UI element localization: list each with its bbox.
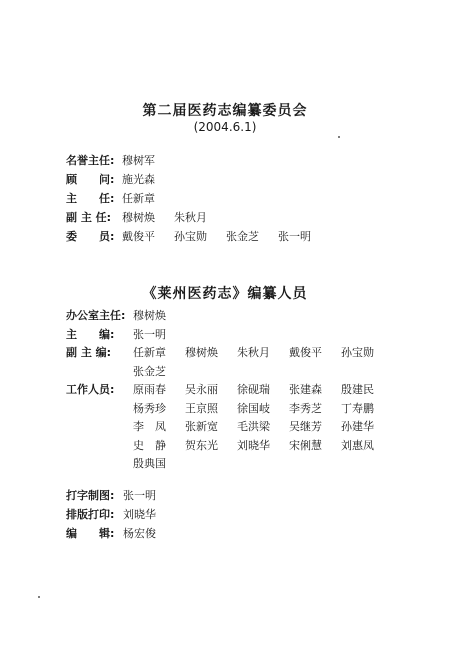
person-name: 张金芝	[226, 230, 259, 243]
role-label: 副 主 任:	[66, 211, 112, 224]
role-label: 工作人员:	[66, 383, 115, 396]
person-name: 张新宽	[185, 420, 218, 433]
member-row	[66, 190, 396, 208]
person-name: 张一明	[278, 230, 311, 243]
person-name: 杨秀珍	[133, 401, 166, 415]
member-row	[66, 326, 396, 344]
person-name: 刘惠凤	[341, 438, 374, 452]
person-name: 贺东光	[185, 438, 218, 452]
member-row	[66, 400, 396, 418]
person-name: 吴继芳	[289, 420, 322, 433]
person-name: 施光森	[122, 173, 155, 186]
speck	[38, 596, 40, 598]
person-name: 穆树军	[122, 154, 155, 167]
speck	[338, 136, 340, 138]
person-name: 宋俐慧	[289, 438, 322, 452]
role-label: 委 员:	[66, 230, 115, 243]
person-name: 李秀芝	[289, 401, 322, 415]
person-name: 张一明	[123, 489, 156, 502]
person-name: 殷典国	[133, 457, 166, 470]
person-name: 穆树焕	[133, 309, 166, 322]
editors-title: 《莱州医药志》编纂人员	[142, 286, 308, 302]
person-name: 刘晓华	[237, 438, 270, 452]
person-name: 史 静	[133, 438, 166, 452]
person-name: 张一明	[133, 327, 166, 341]
person-name: 吴永丽	[185, 383, 218, 396]
member-row	[66, 506, 396, 524]
person-name: 朱秋月	[174, 211, 207, 224]
person-name: 毛洪梁	[237, 420, 270, 433]
role-label: 打字制图:	[66, 489, 115, 502]
person-name: 徐国岐	[237, 401, 270, 415]
person-name: 张金芝	[133, 364, 166, 378]
member-row	[66, 171, 396, 189]
role-label: 排版打印:	[66, 508, 115, 521]
role-label: 编 辑:	[66, 527, 115, 540]
member-row	[66, 437, 396, 455]
person-name: 殷建民	[341, 383, 374, 396]
role-label: 办公室主任:	[66, 309, 126, 322]
person-name: 孙建华	[341, 420, 374, 433]
member-row	[66, 418, 396, 436]
person-name: 穆树焕	[185, 346, 218, 359]
person-name: 王京照	[185, 401, 218, 415]
person-name: 李 凤	[133, 420, 166, 433]
member-row	[66, 344, 396, 362]
member-row	[66, 152, 396, 170]
person-name: 任新章	[122, 192, 155, 205]
person-name: 丁寿鹏	[341, 401, 374, 415]
person-name: 孙宝勋	[341, 346, 374, 359]
committee-title: 第二届医药志编纂委员会	[142, 103, 308, 119]
person-name: 任新章	[133, 346, 166, 359]
person-name: 原雨春	[133, 383, 166, 396]
role-label: 名誉主任:	[66, 154, 115, 167]
person-name: 刘晓华	[123, 508, 156, 521]
member-row	[66, 381, 396, 399]
member-row	[66, 228, 396, 246]
person-name: 张建森	[289, 383, 322, 396]
person-name: 孙宝勋	[174, 230, 207, 243]
person-name: 杨宏俊	[123, 527, 156, 540]
member-row	[66, 455, 396, 473]
person-name: 穆树焕	[122, 211, 155, 224]
member-row	[66, 487, 396, 505]
role-label: 顾 问:	[66, 173, 115, 186]
member-row	[66, 209, 396, 227]
member-row	[66, 525, 396, 543]
role-label: 主 任:	[66, 192, 115, 205]
role-label: 副 主 编:	[66, 346, 112, 359]
person-name: 朱秋月	[237, 346, 270, 359]
member-row	[66, 307, 396, 325]
role-label: 主 编:	[66, 327, 115, 341]
person-name: 徐砚瑞	[237, 383, 270, 396]
member-row	[66, 363, 396, 381]
committee-date: (2004.6.1)	[193, 120, 257, 134]
person-name: 戴俊平	[289, 346, 322, 359]
person-name: 戴俊平	[122, 230, 155, 243]
